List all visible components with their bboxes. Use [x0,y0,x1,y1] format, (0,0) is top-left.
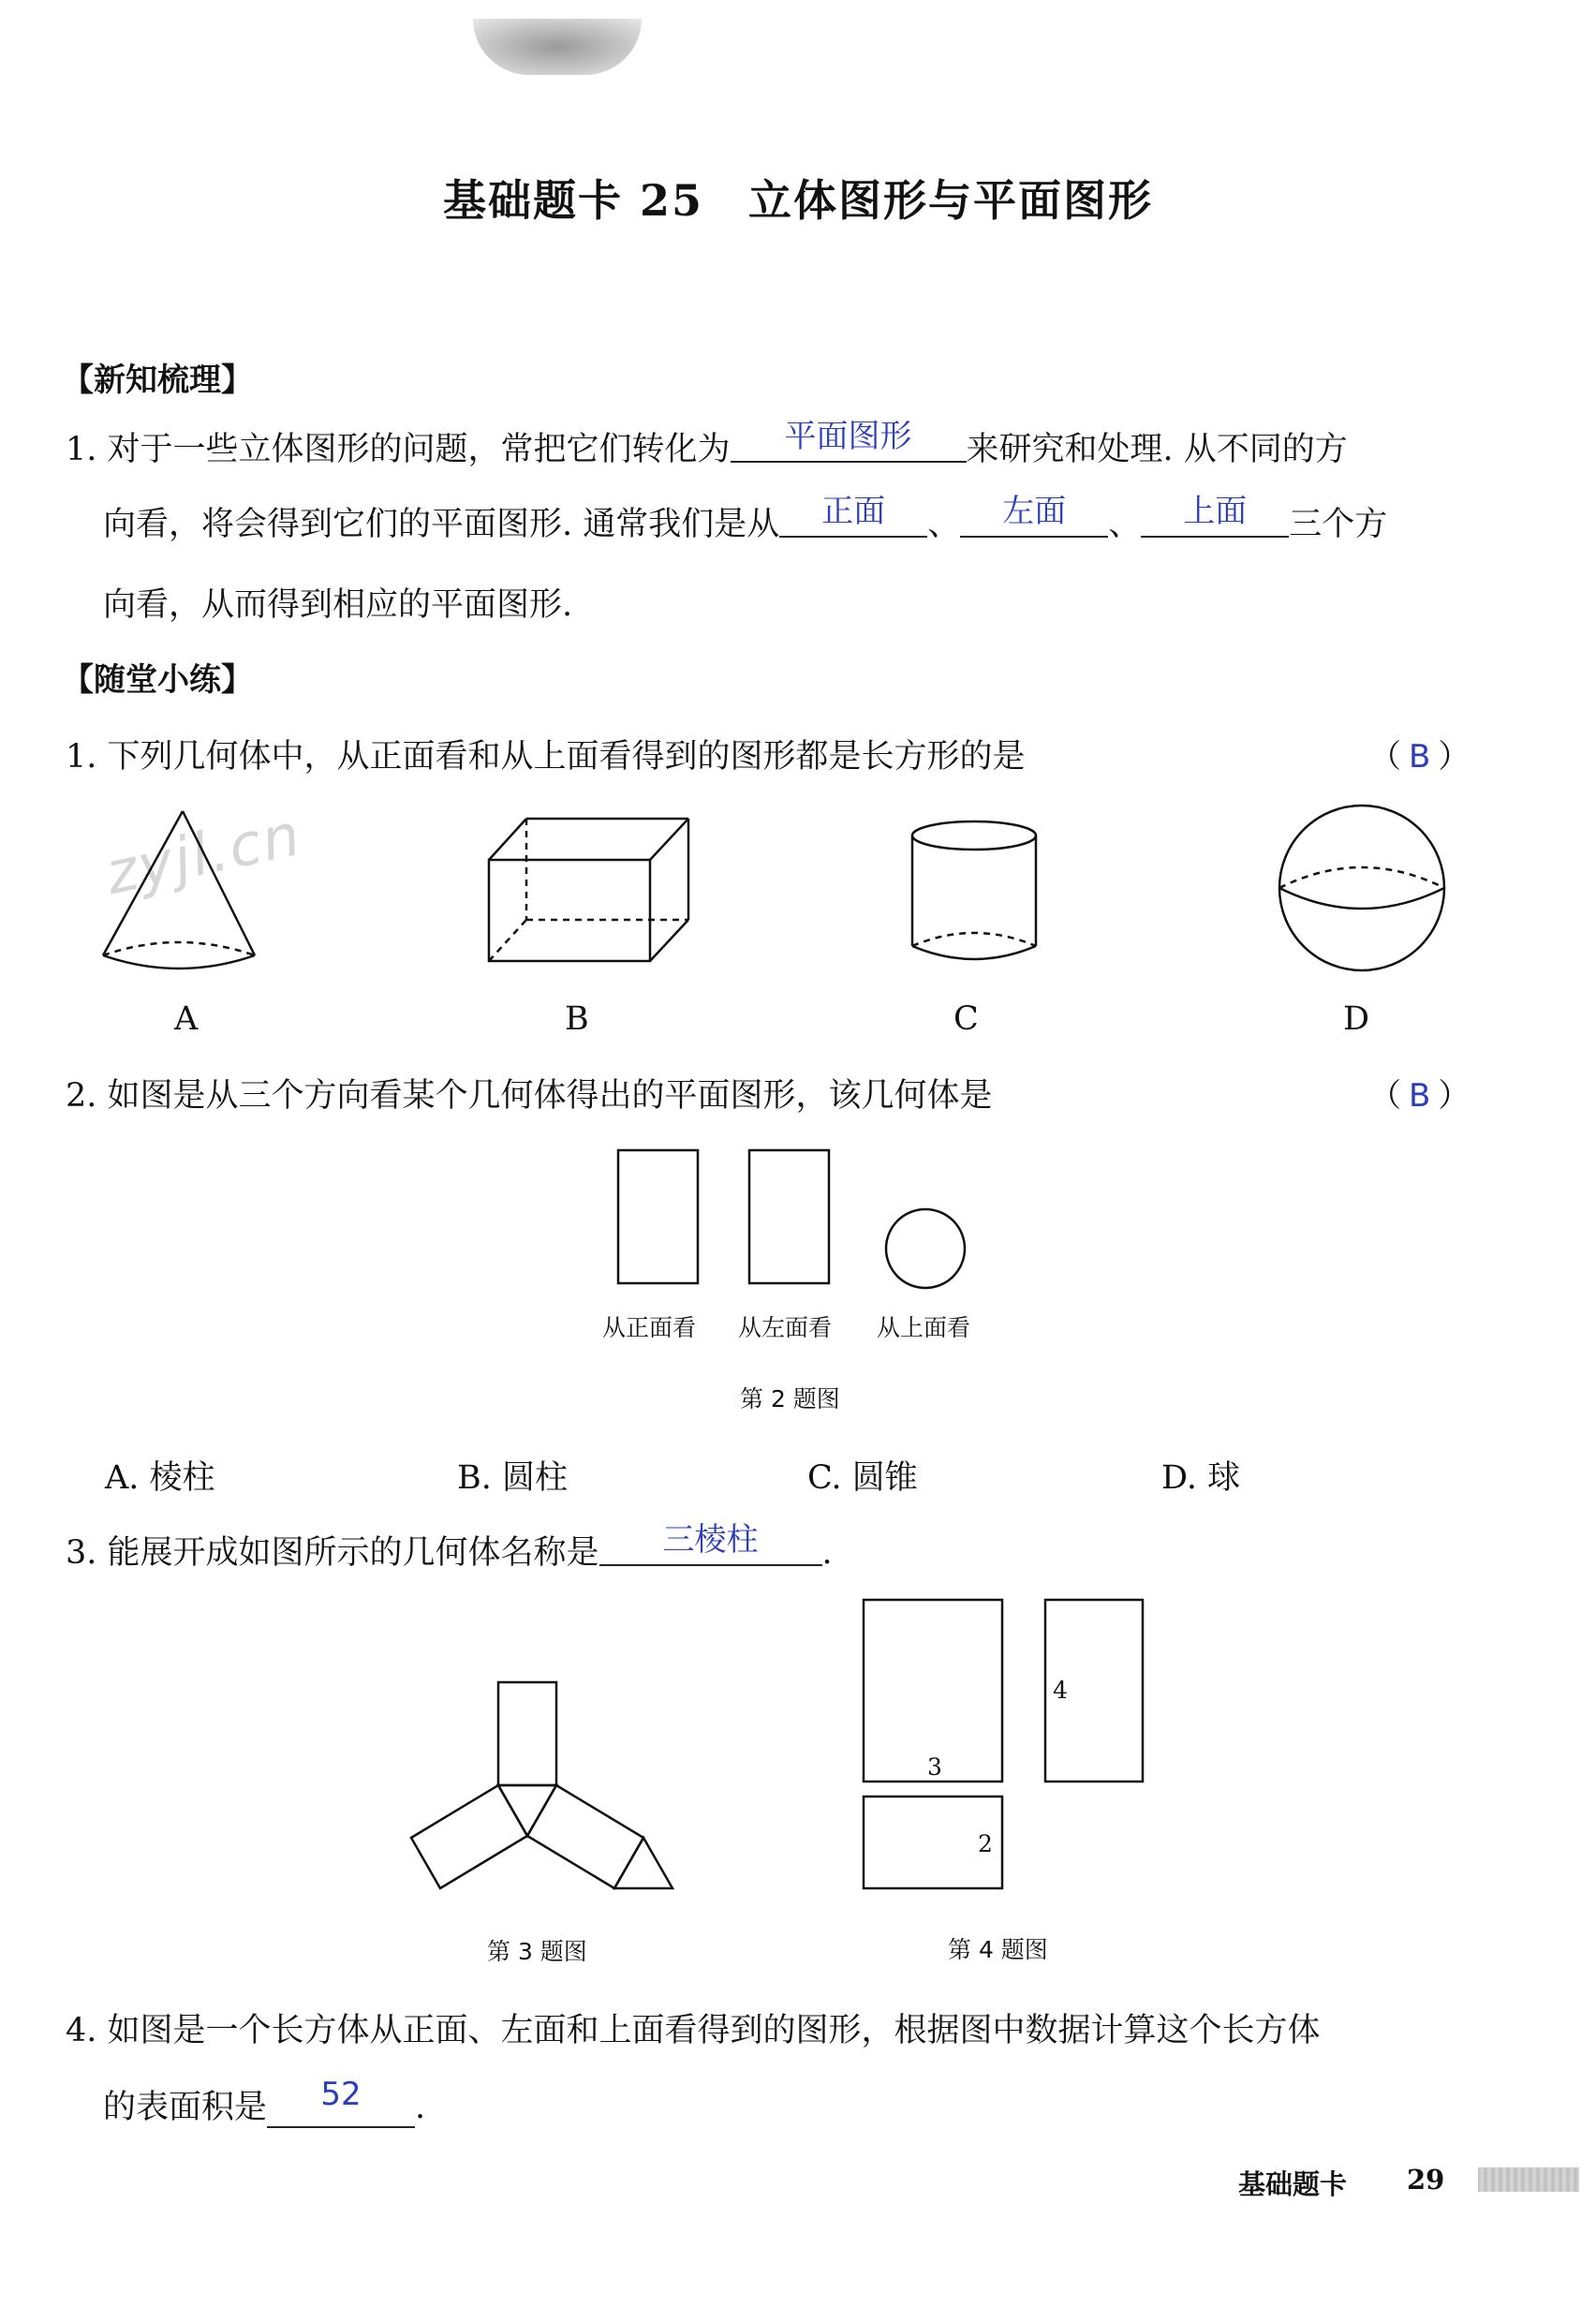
page-title: 基础题卡 25 立体图形与平面图形 [442,175,1154,226]
figure-caption-4: 第 4 题图 [948,1936,1048,1963]
view-label-top: 从上面看 [877,1314,971,1341]
knowledge-line-1: 1. 对于一些立体图形的问题，常把它们转化为 平面图形 来研究和处理. 从不同的方 [66,418,1348,468]
question-1-text: 1. 下列几何体中，从正面看和从上面看得到的图形都是长方形的是 [66,738,1026,776]
answer-blank-q3: 三棱柱 [599,1527,822,1566]
footer-decoration [1478,2167,1579,2192]
dimension-label-3: 3 [927,1753,942,1781]
view-label-left: 从左面看 [738,1314,833,1341]
option-label-a: A [174,1000,199,1038]
question-1-answer: （ B ） [1369,738,1470,776]
answer-blank-q4: 52 [267,2089,415,2128]
answer-blank-2: 正面 [779,498,927,538]
option-label-c: C [953,1000,979,1038]
section-heading-practice: 【随堂小练】 [62,661,253,699]
answer-blank-3: 左面 [960,498,1108,538]
section-heading-knowledge: 【新知梳理】 [62,362,253,399]
q2-option-b: B. 圆柱 [457,1459,568,1497]
q2-option-c: C. 圆锥 [807,1459,918,1497]
figure-caption-2: 第 2 题图 [740,1385,840,1412]
answer-blank-1: 平面图形 [731,423,967,463]
question-4-line-1: 4. 如图是一个长方体从正面、左面和上面看得到的图形，根据图中数据计算这个长方体 [66,2012,1321,2049]
question-4-line-2: 的表面积是 52 . [103,2076,426,2126]
question-2-text: 2. 如图是从三个方向看某个几何体得出的平面图形，该几何体是 [66,1077,993,1115]
question-2-answer: （ B ） [1369,1077,1470,1115]
answer-blank-4: 上面 [1141,498,1289,538]
prism-net-figure [411,1682,672,1888]
watermark: zyjl.cn [99,799,308,909]
question-3-line: 3. 能展开成如图所示的几何体名称是 三棱柱 . [66,1521,833,1572]
page-number: 29 [1407,2164,1445,2196]
footer-label: 基础题卡 [1238,2168,1348,2200]
option-label-b: B [565,1000,589,1038]
knowledge-line-2: 向看，将会得到它们的平面图形. 通常我们是从 正面 、 左面 、 上面 三个方 [103,493,1388,543]
option-label-d: D [1343,1000,1370,1038]
figure-caption-3: 第 3 题图 [487,1938,587,1965]
dimension-label-2: 2 [978,1830,993,1857]
cuboid-views-figure [864,1600,1143,1888]
view-label-front: 从正面看 [602,1314,697,1341]
dimension-label-4: 4 [1053,1677,1068,1704]
knowledge-line-3: 向看，从而得到相应的平面图形. [103,586,573,624]
q2-option-a: A. 棱柱 [105,1459,215,1497]
q2-option-d: D. 球 [1161,1459,1241,1497]
